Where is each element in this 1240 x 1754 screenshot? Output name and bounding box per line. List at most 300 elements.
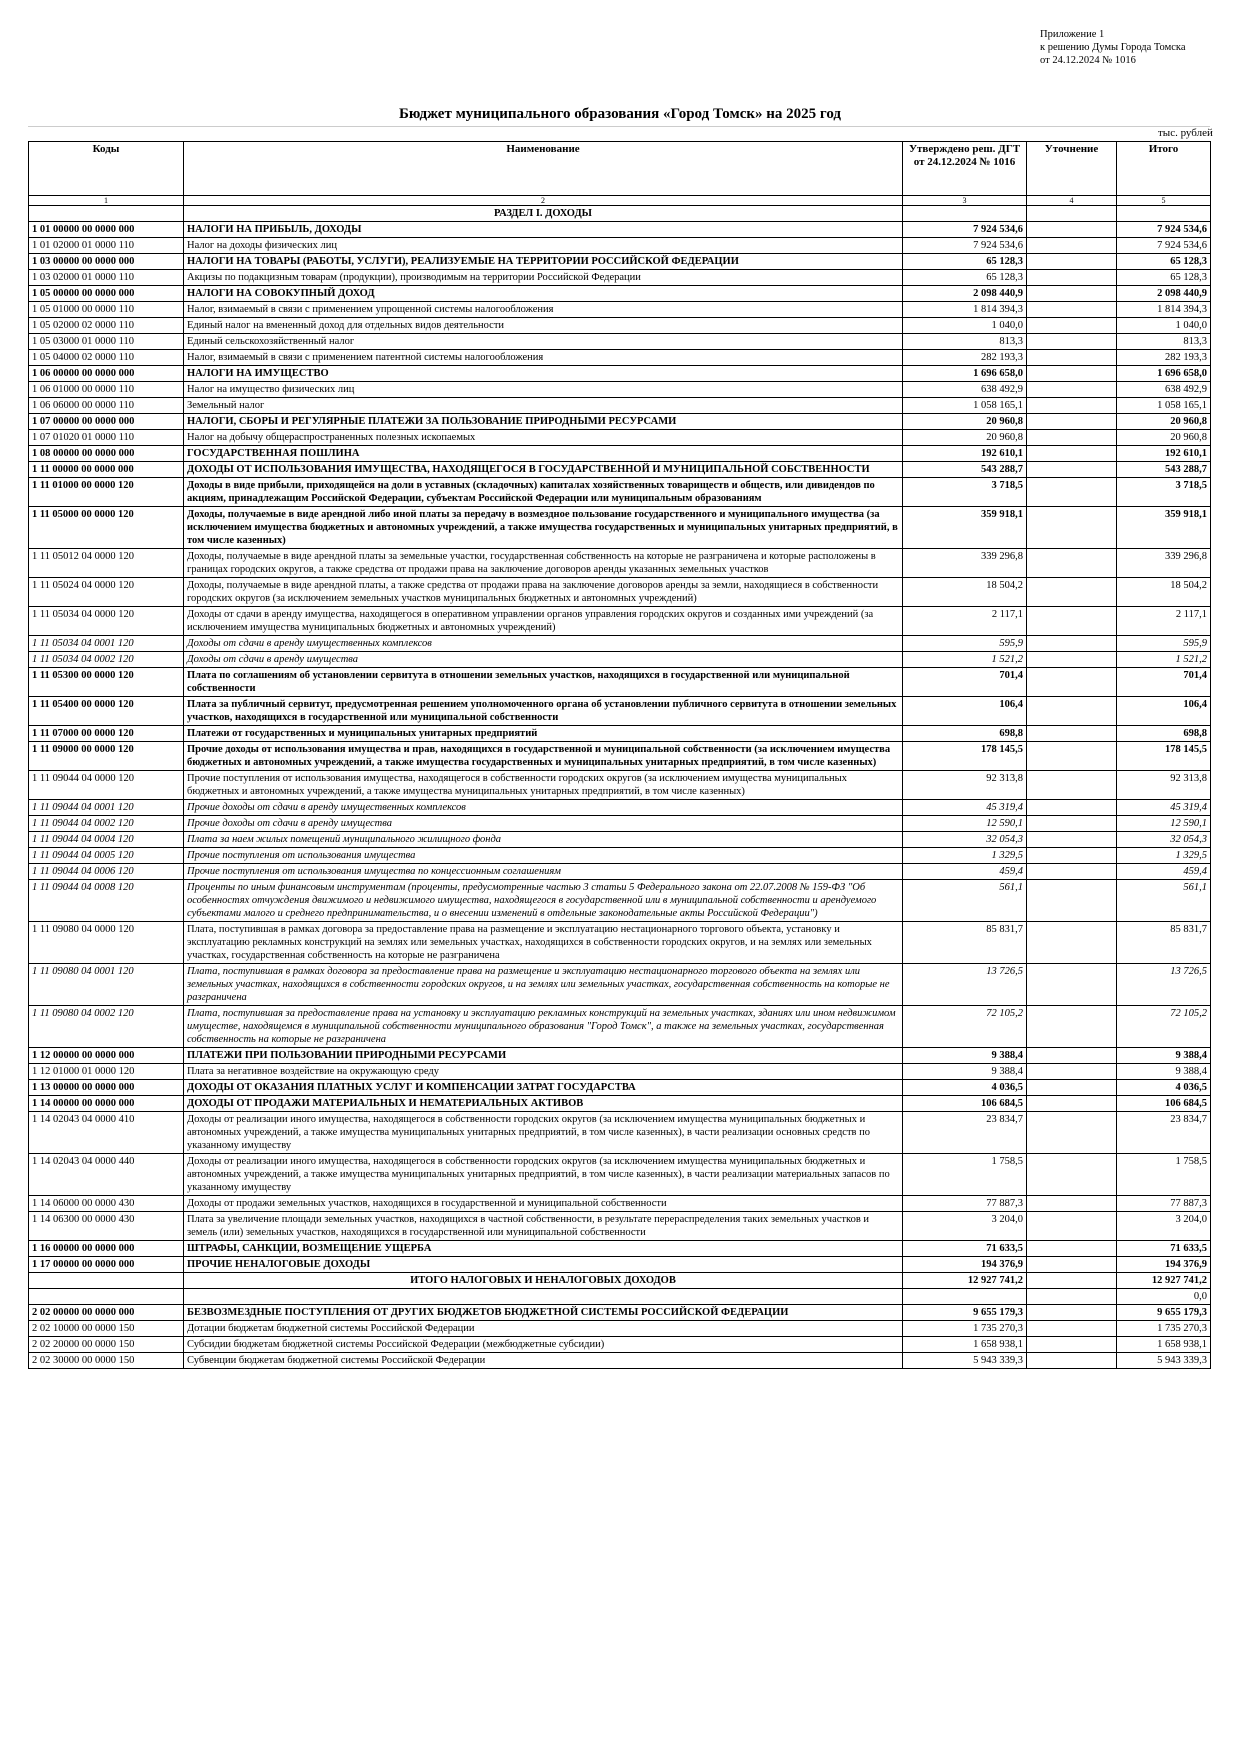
- row-approved: 1 040,0: [903, 318, 1027, 334]
- row-approved: 20 960,8: [903, 430, 1027, 446]
- row-approved: 459,4: [903, 864, 1027, 880]
- table-row: [29, 964, 1211, 1006]
- row-code: 1 06 00000 00 0000 000: [29, 366, 184, 382]
- table-row: [29, 238, 1211, 254]
- row-name: Плата за наем жилых помещений муниципального жилищного фонда: [184, 832, 903, 848]
- row-name: Доходы от реализации иного имущества, находящегося в собственности городских округов (за исключением имущества муниципальных бюджетных и автономных учреждений, а также имущества муниципальных унитарных предприятий, в том числе казенных), в части реализации основных средств по указанному имуществу: [184, 1112, 903, 1154]
- row-code: 1 11 05024 04 0000 120: [29, 578, 184, 607]
- table-row: [29, 382, 1211, 398]
- row-code: 1 08 00000 00 0000 000: [29, 446, 184, 462]
- row-name: ДОХОДЫ ОТ ПРОДАЖИ МАТЕРИАЛЬНЫХ И НЕМАТЕРИАЛЬНЫХ АКТИВОВ: [184, 1096, 903, 1112]
- table-row: [29, 254, 1211, 270]
- row-code: 1 11 09000 00 0000 120: [29, 742, 184, 771]
- table-row: [29, 742, 1211, 771]
- row-name: Прочие доходы от использования имущества и прав, находящихся в государственной и муниципальной собственности (за исключением имущества бюджетных и автономных учреждений, а также имущества государственных и муниципальных унитарных предприятий, в том числе казенных): [184, 742, 903, 771]
- row-change: [1027, 1154, 1117, 1196]
- row-change: [1027, 1096, 1117, 1112]
- table-row: [29, 318, 1211, 334]
- row-name: НАЛОГИ, СБОРЫ И РЕГУЛЯРНЫЕ ПЛАТЕЖИ ЗА ПОЛЬЗОВАНИЕ ПРИРОДНЫМИ РЕСУРСАМИ: [184, 414, 903, 430]
- row-code: 1 14 00000 00 0000 000: [29, 1096, 184, 1112]
- row-change: [1027, 1212, 1117, 1241]
- row-total: 92 313,8: [1117, 771, 1211, 800]
- table-row: [29, 922, 1211, 964]
- row-code: 1 11 09044 04 0006 120: [29, 864, 184, 880]
- section-row: [29, 206, 1211, 222]
- row-approved: 77 887,3: [903, 1196, 1027, 1212]
- row-change: [1027, 1353, 1117, 1369]
- row-approved: 1 521,2: [903, 652, 1027, 668]
- row-name: Плата, поступившая в рамках договора за предоставление права на размещение и эксплуатацию нестационарного торгового объекта, установку и эксплуатацию рекламных конструкций на землях или земельных участках, находящихся в собственности городских округов, и на землях или земельных участках, государственная собственность на которые не разграничена: [184, 922, 903, 964]
- row-approved: 1 329,5: [903, 848, 1027, 864]
- row-code: 1 05 03000 01 0000 110: [29, 334, 184, 350]
- table-row: [29, 1006, 1211, 1048]
- row-total: 192 610,1: [1117, 446, 1211, 462]
- row-change: [1027, 1196, 1117, 1212]
- row-approved: 13 726,5: [903, 964, 1027, 1006]
- row-code: 1 13 00000 00 0000 000: [29, 1080, 184, 1096]
- row-name: НАЛОГИ НА ПРИБЫЛЬ, ДОХОДЫ: [184, 222, 903, 238]
- row-change: [1027, 222, 1117, 238]
- row-change: [1027, 607, 1117, 636]
- row-approved: 1 814 394,3: [903, 302, 1027, 318]
- row-approved: 45 319,4: [903, 800, 1027, 816]
- column-number: 3: [903, 196, 1027, 206]
- appendix-line-3: от 24.12.2024 № 1016: [1040, 55, 1136, 66]
- table-row: [29, 302, 1211, 318]
- appendix-line-2: к решению Думы Города Томска: [1040, 42, 1186, 53]
- header-approved: Утверждено реш. ДГТ от 24.12.2024 № 1016: [903, 142, 1027, 196]
- row-code: 1 11 05012 04 0000 120: [29, 549, 184, 578]
- row-total: 1 735 270,3: [1117, 1321, 1211, 1337]
- row-approved: 85 831,7: [903, 922, 1027, 964]
- row-total: 12 590,1: [1117, 816, 1211, 832]
- row-code: 1 01 02000 01 0000 110: [29, 238, 184, 254]
- table-body: [29, 206, 1211, 1369]
- row-change: [1027, 254, 1117, 270]
- row-total: 20 960,8: [1117, 414, 1211, 430]
- row-total: 1 521,2: [1117, 652, 1211, 668]
- row-approved: 1 735 270,3: [903, 1321, 1027, 1337]
- row-code: 2 02 00000 00 0000 000: [29, 1305, 184, 1321]
- table-row: [29, 1212, 1211, 1241]
- row-code: 1 05 00000 00 0000 000: [29, 286, 184, 302]
- row-total: 2 098 440,9: [1117, 286, 1211, 302]
- row-code: [29, 1273, 184, 1289]
- row-code: 1 05 01000 00 0000 110: [29, 302, 184, 318]
- row-approved: 1 058 165,1: [903, 398, 1027, 414]
- row-code: 1 05 04000 02 0000 110: [29, 350, 184, 366]
- row-name: Прочие доходы от сдачи в аренду имущества: [184, 816, 903, 832]
- row-change: [1027, 430, 1117, 446]
- row-change: [1027, 414, 1117, 430]
- row-approved: 543 288,7: [903, 462, 1027, 478]
- row-change: [1027, 1048, 1117, 1064]
- row-code: 2 02 20000 00 0000 150: [29, 1337, 184, 1353]
- table-row: [29, 1112, 1211, 1154]
- row-total: 1 058 165,1: [1117, 398, 1211, 414]
- row-total: 18 504,2: [1117, 578, 1211, 607]
- row-change: [1027, 1006, 1117, 1048]
- row-code: 1 12 01000 01 0000 120: [29, 1064, 184, 1080]
- row-change: [1027, 800, 1117, 816]
- row-total: 359 918,1: [1117, 507, 1211, 549]
- row-name: Доходы от продажи земельных участков, находящихся в государственной и муниципальной собственности: [184, 1196, 903, 1212]
- table-row: [29, 1321, 1211, 1337]
- row-change: [1027, 636, 1117, 652]
- row-approved: 7 924 534,6: [903, 238, 1027, 254]
- row-name: ШТРАФЫ, САНКЦИИ, ВОЗМЕЩЕНИЕ УЩЕРБА: [184, 1241, 903, 1257]
- table-row: [29, 607, 1211, 636]
- row-name: ГОСУДАРСТВЕННАЯ ПОШЛИНА: [184, 446, 903, 462]
- row-change: [1027, 848, 1117, 864]
- row-change: [1027, 742, 1117, 771]
- row-code: 1 11 09044 04 0005 120: [29, 848, 184, 864]
- table-row: [29, 636, 1211, 652]
- row-name: Акцизы по подакцизным товарам (продукции), производимым на территории Российской Федерации: [184, 270, 903, 286]
- row-code: [29, 1289, 184, 1305]
- column-number: 2: [184, 196, 903, 206]
- row-approved: 701,4: [903, 668, 1027, 697]
- row-name: Доходы, получаемые в виде арендной платы, а также средства от продажи права на заключение договоров аренды за земли, находящиеся в собственности городских округов (за исключением земельных участков муниципальных бюджетных и автономных учреждений): [184, 578, 903, 607]
- table-row: [29, 222, 1211, 238]
- row-name: Плата, поступившая за предоставление права на установку и эксплуатацию рекламных конструкций на земельных участках, зданиях или ином недвижимом имуществе, находящемся в муниципальной собственности муниципального образования "Город Томск", а также на земельных участках, государственная собственность на которые не разграничена: [184, 1006, 903, 1048]
- row-name: Субвенции бюджетам бюджетной системы Российской Федерации: [184, 1353, 903, 1369]
- table-row: [29, 1196, 1211, 1212]
- row-approved: 65 128,3: [903, 270, 1027, 286]
- row-change: [1027, 398, 1117, 414]
- row-change: [1027, 1273, 1117, 1289]
- header-row: [29, 142, 1211, 196]
- row-code: 1 07 00000 00 0000 000: [29, 414, 184, 430]
- row-name: НАЛОГИ НА ТОВАРЫ (РАБОТЫ, УСЛУГИ), РЕАЛИЗУЕМЫЕ НА ТЕРРИТОРИИ РОССИЙСКОЙ ФЕДЕРАЦИИ: [184, 254, 903, 270]
- row-code: 1 06 01000 00 0000 110: [29, 382, 184, 398]
- unit-label: тыс. рублей: [1158, 127, 1213, 139]
- row-code: 1 11 09044 04 0002 120: [29, 816, 184, 832]
- table-row: [29, 1305, 1211, 1321]
- row-code: 1 16 00000 00 0000 000: [29, 1241, 184, 1257]
- row-name: ПРОЧИЕ НЕНАЛОГОВЫЕ ДОХОДЫ: [184, 1257, 903, 1273]
- row-name: Прочие поступления от использования имущества: [184, 848, 903, 864]
- row-total: 194 376,9: [1117, 1257, 1211, 1273]
- row-code: 1 03 02000 01 0000 110: [29, 270, 184, 286]
- table-row: [29, 549, 1211, 578]
- row-change: [1027, 1241, 1117, 1257]
- row-approved: 5 943 339,3: [903, 1353, 1027, 1369]
- row-approved: 9 655 179,3: [903, 1305, 1027, 1321]
- row-change: [1027, 697, 1117, 726]
- row-approved: 106,4: [903, 697, 1027, 726]
- row-approved: 12 590,1: [903, 816, 1027, 832]
- header-codes: Коды: [29, 142, 184, 196]
- row-total: 561,1: [1117, 880, 1211, 922]
- row-approved: 638 492,9: [903, 382, 1027, 398]
- row-approved: 192 610,1: [903, 446, 1027, 462]
- row-approved: 106 684,5: [903, 1096, 1027, 1112]
- row-approved: 71 633,5: [903, 1241, 1027, 1257]
- row-change: [1027, 1064, 1117, 1080]
- row-code: 1 12 00000 00 0000 000: [29, 1048, 184, 1064]
- row-name: Дотации бюджетам бюджетной системы Российской Федерации: [184, 1321, 903, 1337]
- row-total: 282 193,3: [1117, 350, 1211, 366]
- table-row: [29, 286, 1211, 302]
- table-row: [29, 398, 1211, 414]
- table-row: [29, 1096, 1211, 1112]
- row-change: [1027, 270, 1117, 286]
- row-approved: 32 054,3: [903, 832, 1027, 848]
- section-title: РАЗДЕЛ I. ДОХОДЫ: [184, 206, 903, 222]
- row-total: 4 036,5: [1117, 1080, 1211, 1096]
- row-code: 1 11 05300 00 0000 120: [29, 668, 184, 697]
- row-approved: 1 696 658,0: [903, 366, 1027, 382]
- row-change: [1027, 1257, 1117, 1273]
- row-name: Доходы от сдачи в аренду имущества, находящегося в оперативном управлении органов управления городских округов и созданных ими учреждений (за исключением имущества муниципальных бюджетных и автономных учреждений): [184, 607, 903, 636]
- row-change: [1027, 964, 1117, 1006]
- row-total: 5 943 339,3: [1117, 1353, 1211, 1369]
- row-name: Доходы, получаемые в виде арендной либо иной платы за передачу в возмездное пользование государственного и муниципального имущества (за исключением имущества бюджетных и автономных учреждений, а также имущества государственных и муниципальных унитарных предприятий, в том числе казенных): [184, 507, 903, 549]
- row-total: 813,3: [1117, 334, 1211, 350]
- table-row: [29, 1080, 1211, 1096]
- row-change: [1027, 922, 1117, 964]
- table-row: [29, 1048, 1211, 1064]
- divider: [28, 126, 1210, 127]
- row-total: 7 924 534,6: [1117, 238, 1211, 254]
- row-code: 1 11 05000 00 0000 120: [29, 507, 184, 549]
- row-change: [1027, 652, 1117, 668]
- row-name: Налог на доходы физических лиц: [184, 238, 903, 254]
- table-row: [29, 1064, 1211, 1080]
- row-name: БЕЗВОЗМЕЗДНЫЕ ПОСТУПЛЕНИЯ ОТ ДРУГИХ БЮДЖЕТОВ БЮДЖЕТНОЙ СИСТЕМЫ РОССИЙСКОЙ ФЕДЕРАЦИИ: [184, 1305, 903, 1321]
- row-total: 20 960,8: [1117, 430, 1211, 446]
- row-approved: 3 204,0: [903, 1212, 1027, 1241]
- row-code: 2 02 30000 00 0000 150: [29, 1353, 184, 1369]
- row-code: 1 03 00000 00 0000 000: [29, 254, 184, 270]
- table-row: [29, 1154, 1211, 1196]
- row-change: [1027, 771, 1117, 800]
- row-total: 12 927 741,2: [1117, 1273, 1211, 1289]
- row-code: 1 01 00000 00 0000 000: [29, 222, 184, 238]
- row-code: 1 05 02000 02 0000 110: [29, 318, 184, 334]
- row-approved: 359 918,1: [903, 507, 1027, 549]
- row-approved: 813,3: [903, 334, 1027, 350]
- column-number: 4: [1027, 196, 1117, 206]
- row-approved: 18 504,2: [903, 578, 1027, 607]
- row-name: ПЛАТЕЖИ ПРИ ПОЛЬЗОВАНИИ ПРИРОДНЫМИ РЕСУРСАМИ: [184, 1048, 903, 1064]
- row-code: 1 14 02043 04 0000 440: [29, 1154, 184, 1196]
- row-code: 1 14 06000 00 0000 430: [29, 1196, 184, 1212]
- row-approved: 9 388,4: [903, 1048, 1027, 1064]
- row-approved: 23 834,7: [903, 1112, 1027, 1154]
- row-total: 3 204,0: [1117, 1212, 1211, 1241]
- row-change: [1027, 1080, 1117, 1096]
- table-row: [29, 1289, 1211, 1305]
- row-name: Плата за публичный сервитут, предусмотренная решением уполномоченного органа об установлении публичного сервитута в отношении земельных участков, находящихся в государственной или муниципальной собственности: [184, 697, 903, 726]
- row-total: 7 924 534,6: [1117, 222, 1211, 238]
- row-total: 9 388,4: [1117, 1048, 1211, 1064]
- table-row: [29, 414, 1211, 430]
- row-total: 1 814 394,3: [1117, 302, 1211, 318]
- row-total: 45 319,4: [1117, 800, 1211, 816]
- row-name: ДОХОДЫ ОТ ИСПОЛЬЗОВАНИЯ ИМУЩЕСТВА, НАХОДЯЩЕГОСЯ В ГОСУДАРСТВЕННОЙ И МУНИЦИПАЛЬНОЙ СОБСТВЕННОСТИ: [184, 462, 903, 478]
- row-total: 1 658 938,1: [1117, 1337, 1211, 1353]
- table-row: [29, 1257, 1211, 1273]
- row-total: 13 726,5: [1117, 964, 1211, 1006]
- row-change: [1027, 350, 1117, 366]
- row-name: Плата по соглашениям об установлении сервитута в отношении земельных участков, находящихся в государственной или муниципальной собственности: [184, 668, 903, 697]
- row-code: 1 11 01000 00 0000 120: [29, 478, 184, 507]
- row-change: [1027, 1305, 1117, 1321]
- row-code: 1 11 05034 04 0000 120: [29, 607, 184, 636]
- row-approved: 339 296,8: [903, 549, 1027, 578]
- row-approved: 698,8: [903, 726, 1027, 742]
- row-code: 1 11 09044 04 0001 120: [29, 800, 184, 816]
- table-row: [29, 334, 1211, 350]
- table-row: [29, 726, 1211, 742]
- row-code: 1 11 05400 00 0000 120: [29, 697, 184, 726]
- row-code: 1 11 09080 04 0002 120: [29, 1006, 184, 1048]
- row-change: [1027, 816, 1117, 832]
- row-approved: 7 924 534,6: [903, 222, 1027, 238]
- table-row: [29, 1273, 1211, 1289]
- row-code: 1 11 05034 04 0001 120: [29, 636, 184, 652]
- row-total: 77 887,3: [1117, 1196, 1211, 1212]
- row-approved: 595,9: [903, 636, 1027, 652]
- row-total: 2 117,1: [1117, 607, 1211, 636]
- document-title: Бюджет муниципального образования «Город Томск» на 2025 год: [399, 106, 841, 122]
- table-row: [29, 507, 1211, 549]
- row-total: 1 329,5: [1117, 848, 1211, 864]
- table-row: [29, 366, 1211, 382]
- row-approved: 72 105,2: [903, 1006, 1027, 1048]
- row-name: Доходы от сдачи в аренду имущественных комплексов: [184, 636, 903, 652]
- row-code: 1 07 01020 01 0000 110: [29, 430, 184, 446]
- row-change: [1027, 478, 1117, 507]
- row-change: [1027, 366, 1117, 382]
- appendix-line-1: Приложение 1: [1040, 29, 1105, 40]
- table-row: [29, 270, 1211, 286]
- row-approved: 1 658 938,1: [903, 1337, 1027, 1353]
- row-change: [1027, 238, 1117, 254]
- row-approved: 4 036,5: [903, 1080, 1027, 1096]
- row-total: 32 054,3: [1117, 832, 1211, 848]
- row-change: [1027, 302, 1117, 318]
- row-approved: 2 098 440,9: [903, 286, 1027, 302]
- row-name: Прочие поступления от использования имущества по концессионным соглашениям: [184, 864, 903, 880]
- row-total: 106 684,5: [1117, 1096, 1211, 1112]
- table-row: [29, 668, 1211, 697]
- row-name: Проценты по иным финансовым инструментам (проценты, предусмотренные частью 3 статьи 5 Федерального закона от 22.07.2008 № 159-ФЗ "Об особенностях отчуждения движимого и недвижимого имущества, находящегося в государственной или в муниципальной собственности и арендуемого субъектами малого и среднего предпринимательства, и о внесении изменений в отдельные законодательные акты Российской Федерации"): [184, 880, 903, 922]
- row-total: 1 040,0: [1117, 318, 1211, 334]
- row-change: [1027, 1321, 1117, 1337]
- row-name: Налог, взимаемый в связи с применением патентной системы налогообложения: [184, 350, 903, 366]
- row-change: [1027, 880, 1117, 922]
- column-number: 5: [1117, 196, 1211, 206]
- row-change: [1027, 1289, 1117, 1305]
- row-change: [1027, 668, 1117, 697]
- row-approved: 3 718,5: [903, 478, 1027, 507]
- row-total: 3 718,5: [1117, 478, 1211, 507]
- row-total: 638 492,9: [1117, 382, 1211, 398]
- row-total: 178 145,5: [1117, 742, 1211, 771]
- row-total: 698,8: [1117, 726, 1211, 742]
- row-code: 1 11 00000 00 0000 000: [29, 462, 184, 478]
- table-row: [29, 880, 1211, 922]
- row-approved: 282 193,3: [903, 350, 1027, 366]
- row-name: НАЛОГИ НА ИМУЩЕСТВО: [184, 366, 903, 382]
- row-total: 65 128,3: [1117, 254, 1211, 270]
- row-approved: 194 376,9: [903, 1257, 1027, 1273]
- row-code: 1 06 06000 00 0000 110: [29, 398, 184, 414]
- table-row: [29, 697, 1211, 726]
- row-total: 1 758,5: [1117, 1154, 1211, 1196]
- header-change: Уточнение: [1027, 142, 1117, 196]
- table-row: [29, 800, 1211, 816]
- row-total: 23 834,7: [1117, 1112, 1211, 1154]
- row-total: 9 655 179,3: [1117, 1305, 1211, 1321]
- row-name: Платежи от государственных и муниципальных унитарных предприятий: [184, 726, 903, 742]
- row-name: Налог, взимаемый в связи с применением упрощенной системы налогообложения: [184, 302, 903, 318]
- row-approved: 9 388,4: [903, 1064, 1027, 1080]
- row-total: 71 633,5: [1117, 1241, 1211, 1257]
- row-code: 1 11 05034 04 0002 120: [29, 652, 184, 668]
- row-name: Доходы от сдачи в аренду имущества: [184, 652, 903, 668]
- row-change: [1027, 507, 1117, 549]
- table-row: [29, 864, 1211, 880]
- row-name: ДОХОДЫ ОТ ОКАЗАНИЯ ПЛАТНЫХ УСЛУГ И КОМПЕНСАЦИИ ЗАТРАТ ГОСУДАРСТВА: [184, 1080, 903, 1096]
- table-row: [29, 771, 1211, 800]
- row-total: 1 696 658,0: [1117, 366, 1211, 382]
- row-change: [1027, 382, 1117, 398]
- row-total: 9 388,4: [1117, 1064, 1211, 1080]
- row-name: Единый налог на вмененный доход для отдельных видов деятельности: [184, 318, 903, 334]
- row-change: [1027, 832, 1117, 848]
- row-name: Плата за увеличение площади земельных участков, находящихся в частной собственности, в результате перераспределения таких земельных участков и земель (или) земельных участков, находящихся в государственной или муниципальной собственности: [184, 1212, 903, 1241]
- table-row: [29, 578, 1211, 607]
- row-code: 1 11 09080 04 0000 120: [29, 922, 184, 964]
- row-code: 1 11 09044 04 0004 120: [29, 832, 184, 848]
- row-change: [1027, 578, 1117, 607]
- row-name: Доходы в виде прибыли, приходящейся на доли в уставных (складочных) капиталах хозяйственных товариществ и обществ, или дивидендов по акциям, принадлежащим Российской Федерации, субъектам Российской Федерации или муниципальным образованиям: [184, 478, 903, 507]
- row-code: 2 02 10000 00 0000 150: [29, 1321, 184, 1337]
- column-number-row: [29, 196, 1211, 206]
- row-name: Земельный налог: [184, 398, 903, 414]
- row-change: [1027, 549, 1117, 578]
- row-approved: 2 117,1: [903, 607, 1027, 636]
- row-name: Плата за негативное воздействие на окружающую среду: [184, 1064, 903, 1080]
- row-name: Плата, поступившая в рамках договора за предоставление права на размещение и эксплуатацию нестационарного торгового объекта на землях или земельных участках, находящихся в собственности городских округов, и на землях или земельных участках, государственная собственность на которые не разграничена: [184, 964, 903, 1006]
- row-name: ИТОГО НАЛОГОВЫХ И НЕНАЛОГОВЫХ ДОХОДОВ: [184, 1273, 903, 1289]
- row-name: Доходы, получаемые в виде арендной платы за земельные участки, государственная собственность на которые не разграничена и которые расположены в границах городских округов, а также средства от продажи права на заключение договоров аренды указанных земельных участков: [184, 549, 903, 578]
- row-total: 595,9: [1117, 636, 1211, 652]
- row-total: 65 128,3: [1117, 270, 1211, 286]
- row-change: [1027, 318, 1117, 334]
- row-code: 1 11 09044 04 0008 120: [29, 880, 184, 922]
- table-row: [29, 350, 1211, 366]
- row-change: [1027, 446, 1117, 462]
- row-approved: 20 960,8: [903, 414, 1027, 430]
- row-code: 1 11 09080 04 0001 120: [29, 964, 184, 1006]
- table-row: [29, 848, 1211, 864]
- column-number: 1: [29, 196, 184, 206]
- budget-table: [28, 141, 1211, 1369]
- table-row: [29, 832, 1211, 848]
- row-approved: 65 128,3: [903, 254, 1027, 270]
- row-total: 339 296,8: [1117, 549, 1211, 578]
- appendix-note: [1040, 28, 1186, 67]
- table-row: [29, 652, 1211, 668]
- row-change: [1027, 286, 1117, 302]
- row-name: Прочие поступления от использования имущества, находящегося в собственности городских округов (за исключением имущества муниципальных бюджетных и автономных учреждений, а также имущества муниципальных унитарных предприятий, в том числе казенных): [184, 771, 903, 800]
- table-row: [29, 1353, 1211, 1369]
